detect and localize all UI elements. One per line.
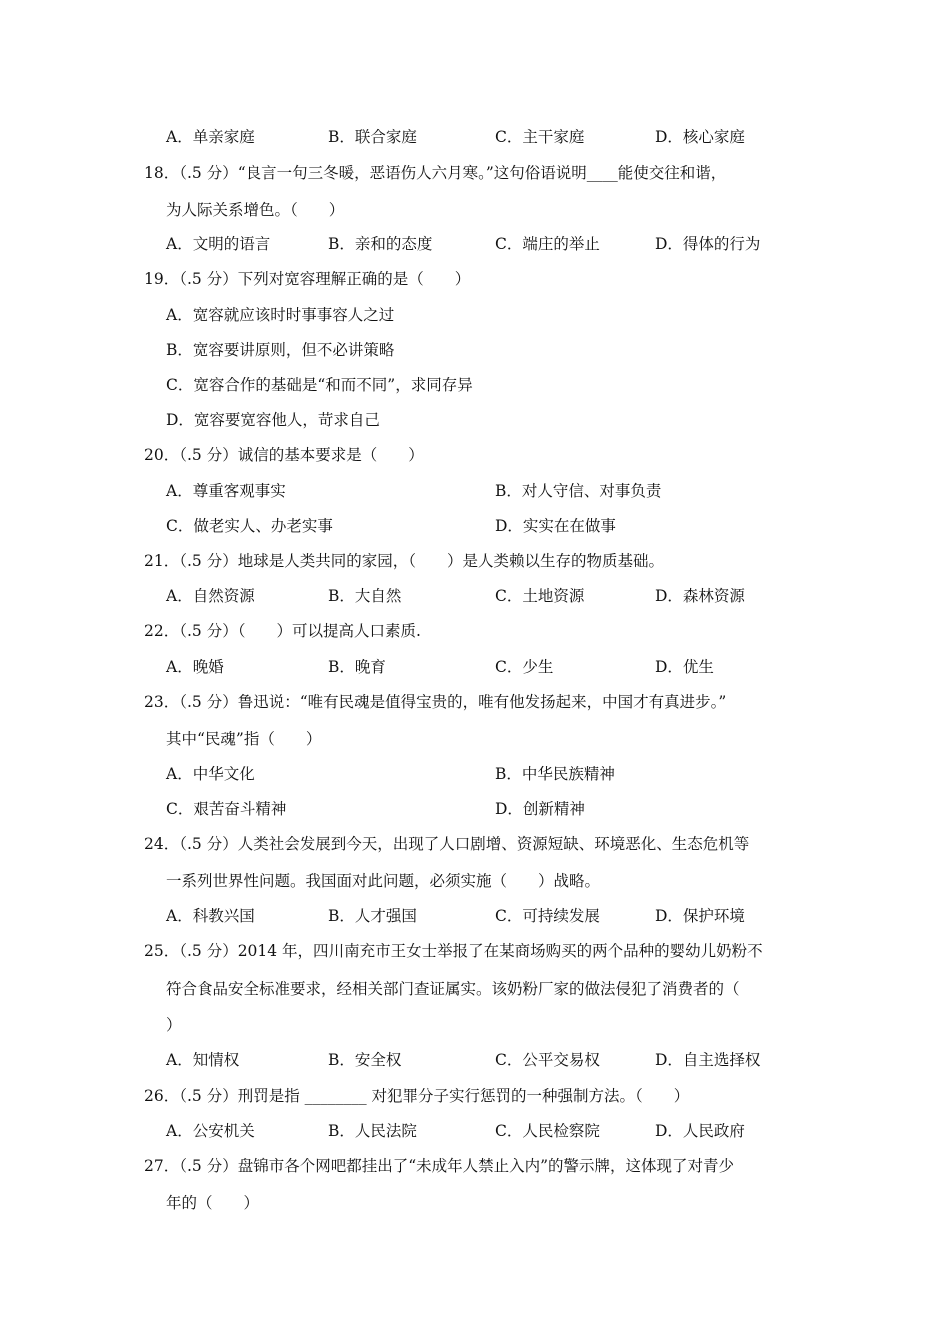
q20-stem: 20．（.5 分）诚信的基本要求是（ ） <box>144 446 424 464</box>
q18-stem: 18．（.5 分）“良言一句三冬暖，恶语伤人六月寒。”这句俗语说明____能使交往和谐， <box>144 164 727 182</box>
q25-option-a: A．知情权 <box>166 1051 240 1069</box>
q25-stem-cont-2: ） <box>166 1016 182 1034</box>
q23-stem-cont: 其中“民魂”指（ ） <box>166 730 322 748</box>
q24-option-a: A．科教兴国 <box>166 907 255 925</box>
q21-stem: 21．（.5 分）地球是人类共同的家园，（ ）是人类赖以生存的物质基础。 <box>144 552 664 570</box>
q19-option-a: A．宽容就应该时时事事容人之过 <box>166 306 395 324</box>
q23-option-c: C．艰苦奋斗精神 <box>166 800 287 818</box>
q19-option-c: C．宽容合作的基础是“和而不同”，求同存异 <box>166 376 473 394</box>
q17-option-a: A．单亲家庭 <box>166 128 255 146</box>
q20-option-d: D．实实在在做事 <box>495 517 616 535</box>
q24-option-c: C．可持续发展 <box>495 907 600 925</box>
q21-option-d: D．森林资源 <box>655 587 745 605</box>
q17-option-c: C．主干家庭 <box>495 128 585 146</box>
q23-option-a: A．中华文化 <box>166 765 255 783</box>
q22-option-a: A．晚婚 <box>166 658 224 676</box>
q27-stem-cont: 年的（ ） <box>166 1194 260 1212</box>
q18-option-c: C．端庄的举止 <box>495 235 600 253</box>
q23-option-b: B．中华民族精神 <box>495 765 615 783</box>
q25-option-d: D．自主选择权 <box>655 1051 761 1069</box>
q25-stem-cont: 符合食品安全标准要求，经相关部门查证属实。该奶粉厂家的做法侵犯了消费者的（ <box>166 980 740 998</box>
q18-option-a: A．文明的语言 <box>166 235 271 253</box>
q18-option-d: D．得体的行为 <box>655 235 761 253</box>
q20-option-a: A．尊重客观事实 <box>166 482 286 500</box>
q21-option-b: B．大自然 <box>328 587 402 605</box>
q19-option-b: B．宽容要讲原则，但不必讲策略 <box>166 341 395 359</box>
q27-stem: 27．（.5 分）盘锦市各个网吧都挂出了“未成年人禁止入内”的警示牌，这体现了对青少 <box>144 1157 735 1175</box>
q22-option-d: D．优生 <box>655 658 714 676</box>
q24-stem: 24．（.5 分）人类社会发展到今天，出现了人口剧增、资源短缺、环境恶化、生态危机等 <box>144 835 750 853</box>
q23-stem: 23．（.5 分）鲁迅说：“唯有民魂是值得宝贵的，唯有他发扬起来，中国才有真进步。” <box>144 693 727 711</box>
q20-option-c: C．做老实人、办老实事 <box>166 517 333 535</box>
q22-option-c: C．少生 <box>495 658 554 676</box>
q24-stem-cont: 一系列世界性问题。我国面对此问题，必须实施（ ）战略。 <box>166 872 601 890</box>
q26-option-d: D．人民政府 <box>655 1122 745 1140</box>
q23-option-d: D．创新精神 <box>495 800 585 818</box>
q22-option-b: B．晚育 <box>328 658 386 676</box>
q19-stem: 19．（.5 分）下列对宽容理解正确的是（ ） <box>144 270 471 288</box>
q25-option-b: B．安全权 <box>328 1051 402 1069</box>
q18-option-b: B．亲和的态度 <box>328 235 433 253</box>
q24-option-d: D．保护环境 <box>655 907 745 925</box>
q26-option-b: B．人民法院 <box>328 1122 417 1140</box>
q26-stem: 26．（.5 分）刑罚是指 ________ 对犯罪分子实行惩罚的一种强制方法。（ ） <box>144 1087 690 1105</box>
q21-option-a: A．自然资源 <box>166 587 255 605</box>
q24-option-b: B．人才强国 <box>328 907 417 925</box>
q18-stem-cont: 为人际关系增色。（ ） <box>166 201 345 219</box>
q17-option-d: D．核心家庭 <box>655 128 745 146</box>
q19-option-d: D．宽容要宽容他人，苛求自己 <box>166 411 380 429</box>
q17-option-b: B．联合家庭 <box>328 128 417 146</box>
q25-stem: 25．（.5 分）2014 年，四川南充市王女士举报了在某商场购买的两个品种的婴幼儿奶粉不 <box>144 942 763 960</box>
q25-option-c: C．公平交易权 <box>495 1051 600 1069</box>
q26-option-c: C．人民检察院 <box>495 1122 600 1140</box>
q26-option-a: A．公安机关 <box>166 1122 255 1140</box>
q21-option-c: C．土地资源 <box>495 587 585 605</box>
q22-stem: 22．（.5 分）（ ）可以提高人口素质. <box>144 622 421 640</box>
q20-option-b: B．对人守信、对事负责 <box>495 482 662 500</box>
